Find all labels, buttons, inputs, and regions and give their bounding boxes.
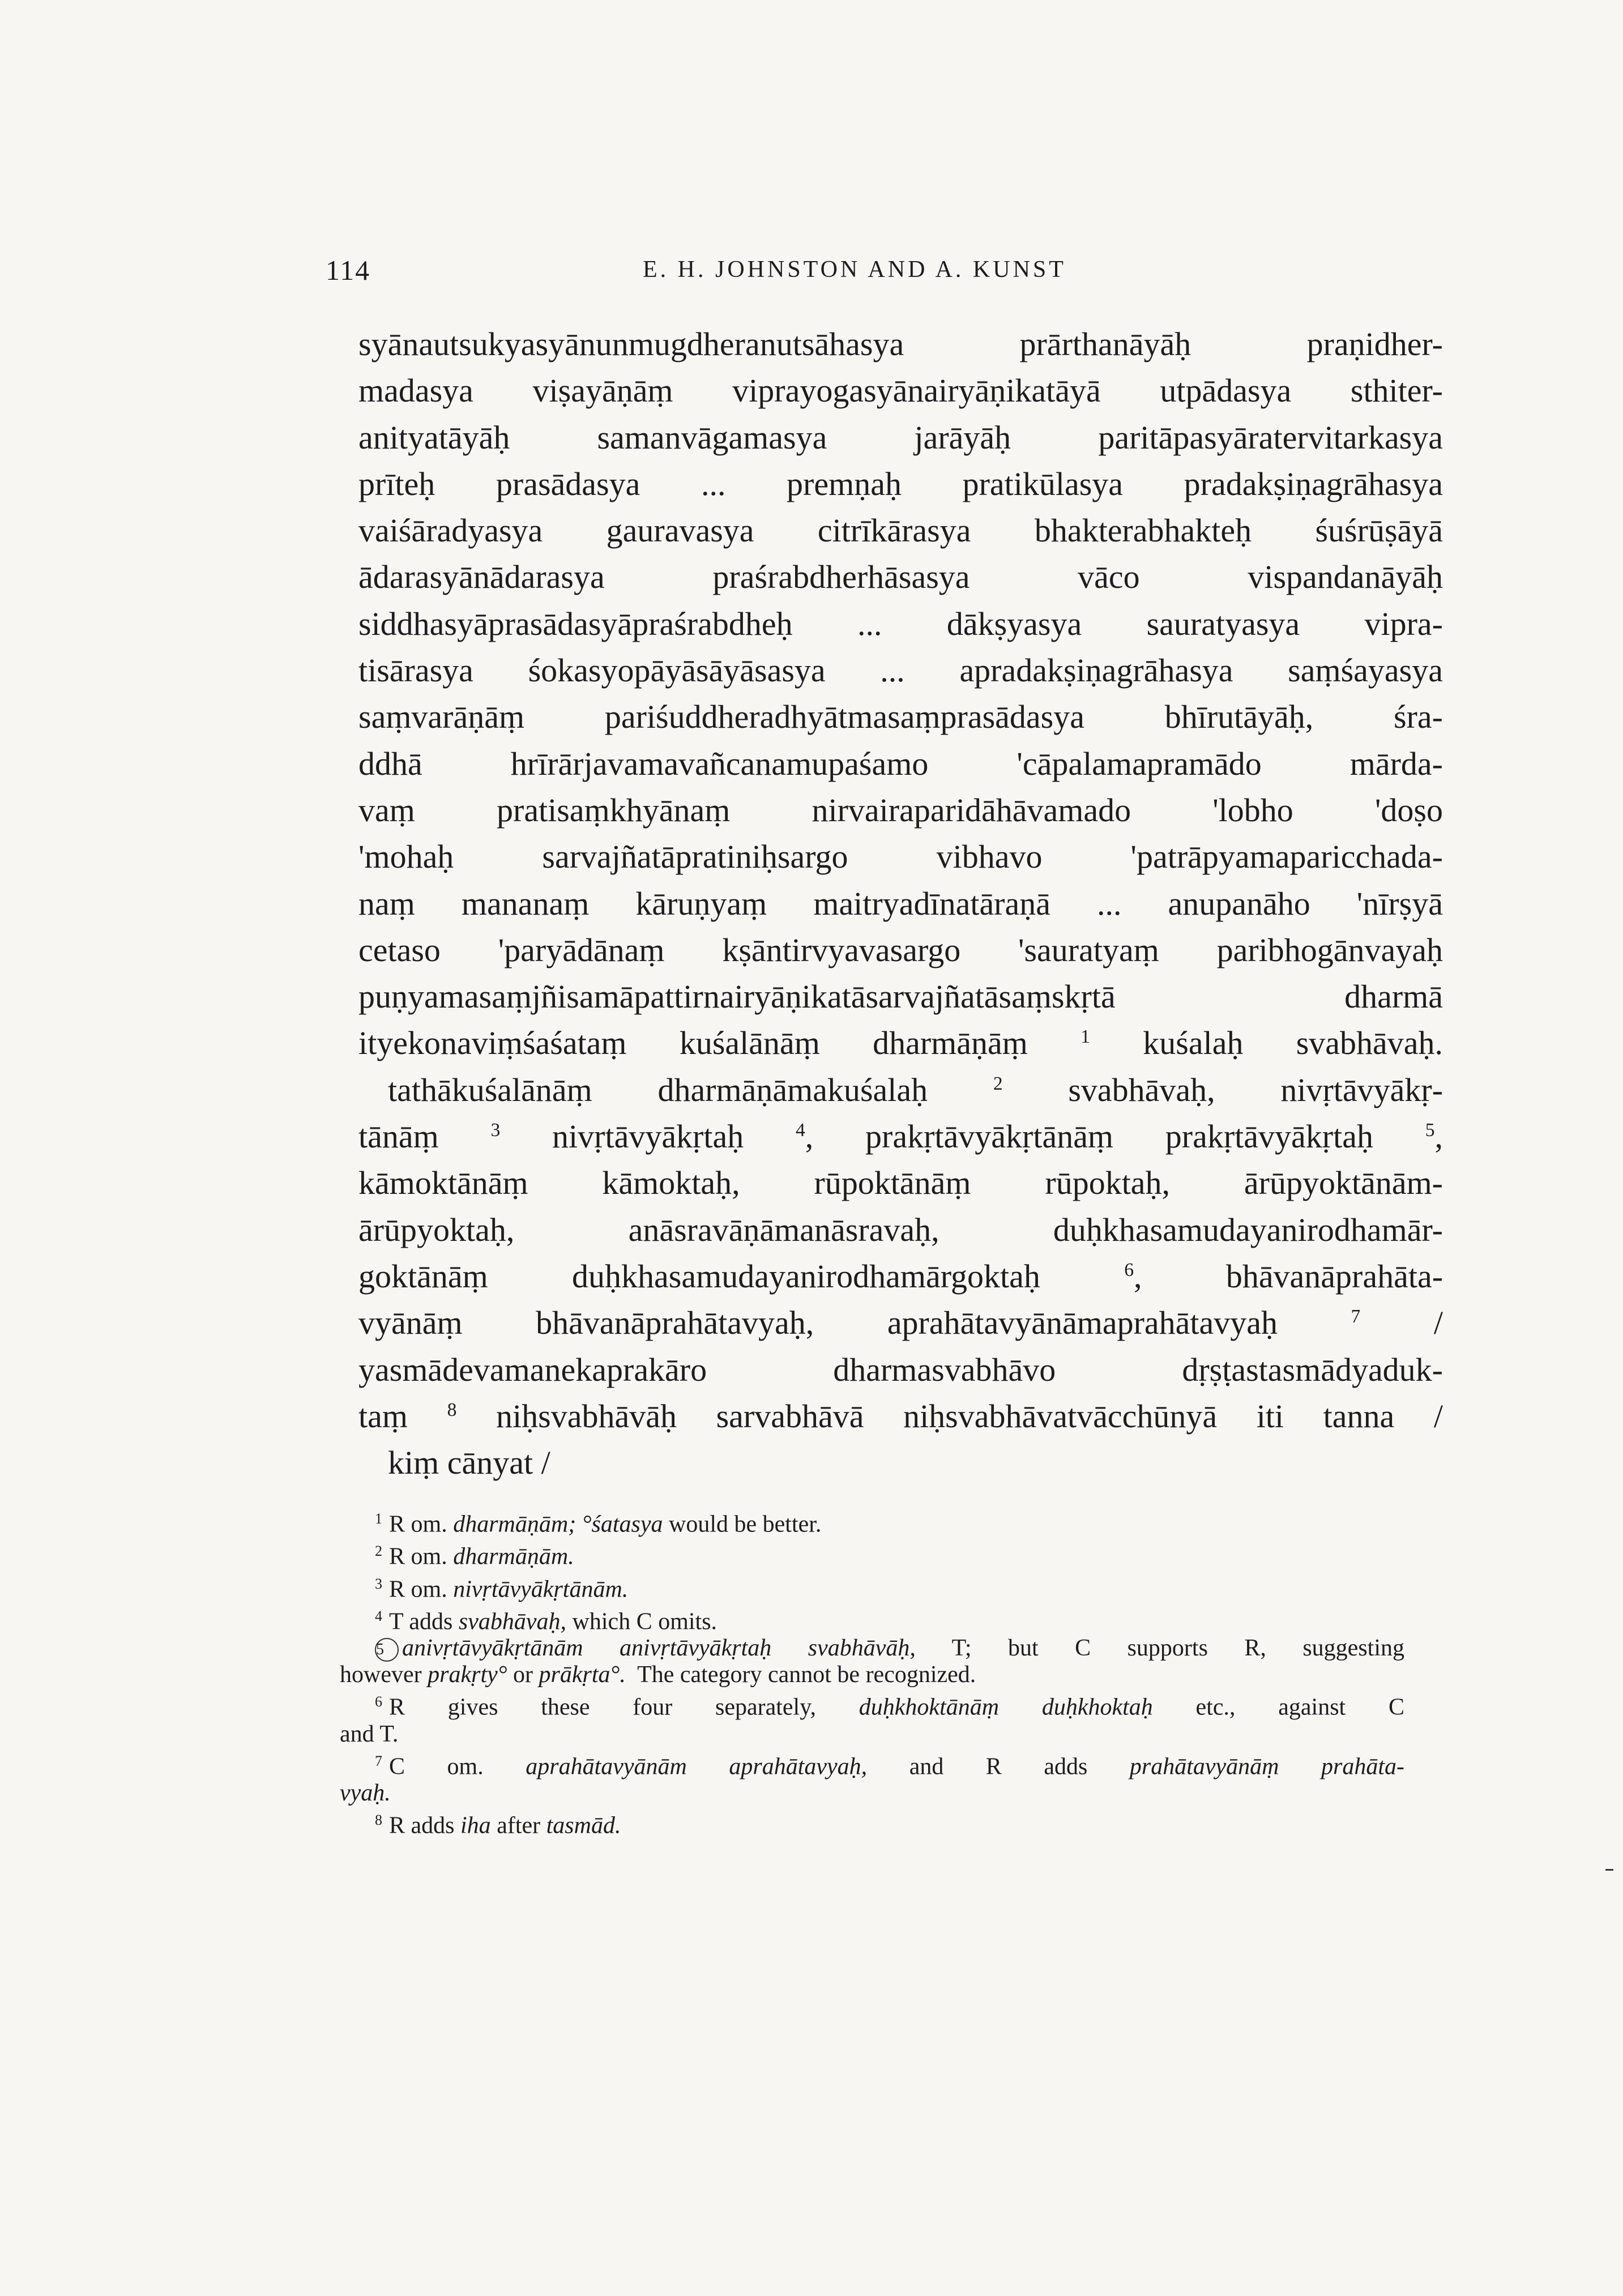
footnote: $^7$ C om. aprahātavyānām aprahātavyaḥ, and R adds prahātavyānāṃ prahāta- xyxy=(375,1752,1405,1779)
main-text xyxy=(358,321,1443,1486)
text-segment: tathākuśalānāṃ dharmāṇāmakuśalaḥ xyxy=(388,1071,928,1108)
text-line: syānautsukyasyānunmugdheranutsāhasya prārthanāyāḥ praṇidher- xyxy=(358,326,1443,362)
text-line: cetaso 'paryādānaṃ kṣāntirvyavasargo 'sauratyaṃ paribhogānvayaḥ xyxy=(358,931,1443,968)
text-line: yasmādevamanekaprakāro dharmasvabhāvo dṛṣṭastasmādyaduk- xyxy=(358,1351,1443,1388)
text-line: 'mohaḥ sarvajñatāpratiniḥsargo vibhavo 'patrāpyamaparicchada- xyxy=(358,838,1443,876)
text-line: madasya viṣayāṇāṃ viprayogasyānairyāṇikatāyā utpādasya sthiter- xyxy=(358,372,1443,409)
text-line: prīteḥ prasādasya ... premṇaḥ pratikūlasya pradakṣiṇagrāhasya xyxy=(358,465,1443,502)
footnote-number-circled: 5 xyxy=(375,1638,399,1662)
running-head xyxy=(326,254,1271,288)
text-line: vaiśāradyasya gauravasya citrīkārasya bhakterabhakteḥ śuśrūṣāyā xyxy=(358,512,1443,549)
text-line xyxy=(358,1253,1443,1300)
text-line: anityatāyāḥ samanvāgamasya jarāyāḥ paritāpasyāratervitarkasya xyxy=(358,419,1443,456)
text-line: kiṃ cānyat / xyxy=(388,1444,550,1482)
text-line: puṇyamasaṃjñisamāpattirnairyāṇikatāsarvajñatāsaṃskṛtā dharmā xyxy=(358,978,1443,1015)
text-line: naṃ mananaṃ kāruṇyaṃ maitryadīnatāraṇā ... anupanāho 'nīrṣyā xyxy=(358,885,1443,922)
running-title: E. H. JOHNSTON AND A. KUNST xyxy=(643,257,1066,283)
footnote: $^4$ T adds svabhāvaḥ, which C omits. xyxy=(375,1607,717,1635)
text-line xyxy=(358,1393,1443,1440)
text-segment: taṃ xyxy=(358,1397,408,1435)
note-ref[interactable]: 2 xyxy=(993,1073,1003,1094)
text-line: kāmoktānāṃ kāmoktaḥ, rūpoktānāṃ rūpoktaḥ, ārūpyoktānām- xyxy=(358,1164,1443,1202)
margin-tick xyxy=(1605,1869,1613,1871)
text-line xyxy=(358,1067,1443,1113)
note-ref[interactable]: 6 xyxy=(1124,1259,1134,1281)
footnotes xyxy=(340,1505,1404,1839)
text-line: ddhā hrīrārjavamavañcanamupaśamo 'cāpalamapramādo mārda- xyxy=(358,745,1443,782)
footnote-number: 6 xyxy=(375,1693,383,1710)
text-segment: tānāṃ xyxy=(358,1118,439,1155)
footnote: $^1$ R om. dharmāṇām; °śatasya would be better. xyxy=(375,1510,822,1538)
text-segment: niḥsvabhāvāḥ sarvabhāvā niḥsvabhāvatvācchūnyā iti tanna / xyxy=(496,1397,1443,1435)
text-segment: / xyxy=(1433,1304,1443,1342)
footnote: $^2$ R om. dharmāṇām. xyxy=(375,1543,574,1570)
text-segment: , prakṛtāvyākṛtānāṃ prakṛtāvyākṛtaḥ xyxy=(805,1118,1373,1155)
text-line: ādarasyānādarasya praśrabdherhāsasya vāco vispandanāyāḥ xyxy=(358,558,1443,596)
footnote-number: 8 xyxy=(375,1811,383,1828)
footnote-number: 4 xyxy=(375,1607,383,1624)
footnote-number: 7 xyxy=(375,1752,383,1769)
footnote: $^8$ R adds iha after tasmād. xyxy=(375,1811,621,1839)
text-line: saṃvarāṇāṃ pariśuddheradhyātmasaṃprasādasya bhīrutāyāḥ, śra- xyxy=(358,698,1443,736)
footnote-number: 1 xyxy=(375,1510,383,1527)
text-line: vaṃ pratisaṃkhyānaṃ nirvairaparidāhāvamado 'lobho 'doṣo xyxy=(358,791,1443,829)
note-ref[interactable]: 4 xyxy=(795,1119,805,1141)
text-segment: vyānāṃ bhāvanāprahātavyaḥ, aprahātavyānāmaprahātavyaḥ xyxy=(358,1304,1278,1342)
footnote: 5 anivṛtāvyākṛtānām anivṛtāvyākṛtaḥ svabhāvāḥ, T; but C supports R, suggesting xyxy=(376,1635,1404,1662)
footnote: $^6$ R gives these four separately, duḥkhoktānāṃ duḥkhoktaḥ etc., against C xyxy=(375,1693,1404,1721)
note-ref[interactable]: 3 xyxy=(490,1119,501,1141)
note-ref[interactable]: 8 xyxy=(447,1399,457,1420)
text-segment: , bhāvanāprahāta- xyxy=(1134,1257,1443,1295)
note-ref[interactable]: 7 xyxy=(1351,1306,1361,1328)
page-number: 114 xyxy=(326,254,371,286)
text-line: tānāṃ $^3$ nivṛtāvyākṛtaḥ $^4$, prakṛtāvyākṛtānāṃ prakṛtāvyākṛtaḥ $^5$, xyxy=(358,1118,1443,1155)
footnote-number: 2 xyxy=(375,1543,383,1560)
text-line xyxy=(358,1300,1443,1346)
text-segment: svabhāvaḥ, nivṛtāvyākṛ- xyxy=(1068,1071,1443,1108)
note-ref[interactable]: 1 xyxy=(1080,1026,1090,1048)
text-line: ārūpyoktaḥ, anāsravāṇāmanāsravaḥ, duḥkhasamudayanirodhamār- xyxy=(358,1211,1443,1248)
footnote-number: 3 xyxy=(375,1575,383,1592)
footnote-continuation: vyaḥ. xyxy=(340,1779,391,1806)
text-segment: kuśalaḥ svabhāvaḥ. xyxy=(1143,1025,1443,1062)
text-segment: nivṛtāvyākṛtaḥ xyxy=(552,1118,744,1155)
text-segment: ityekonaviṃśaśataṃ kuśalānāṃ dharmāṇāṃ xyxy=(358,1025,1028,1062)
text-line: siddhasyāprasādasyāpraśrabdheḥ ... dākṣyasya sauratyasya vipra- xyxy=(358,605,1443,642)
footnote: $^3$ R om. nivṛtāvyākṛtānām. xyxy=(375,1575,629,1602)
footnote-continuation: however prakṛty° or prākṛta°. The category cannot be recognized. xyxy=(340,1662,976,1688)
footnote-continuation: and T. xyxy=(340,1721,399,1747)
note-ref[interactable]: 5 xyxy=(1425,1119,1435,1141)
text-segment: goktānāṃ duḥkhasamudayanirodhamārgoktaḥ xyxy=(358,1257,1040,1295)
text-line: tisārasya śokasyopāyāsāyāsasya ... apradakṣiṇagrāhasya saṃśayasya xyxy=(358,652,1443,689)
text-line xyxy=(358,1020,1443,1066)
